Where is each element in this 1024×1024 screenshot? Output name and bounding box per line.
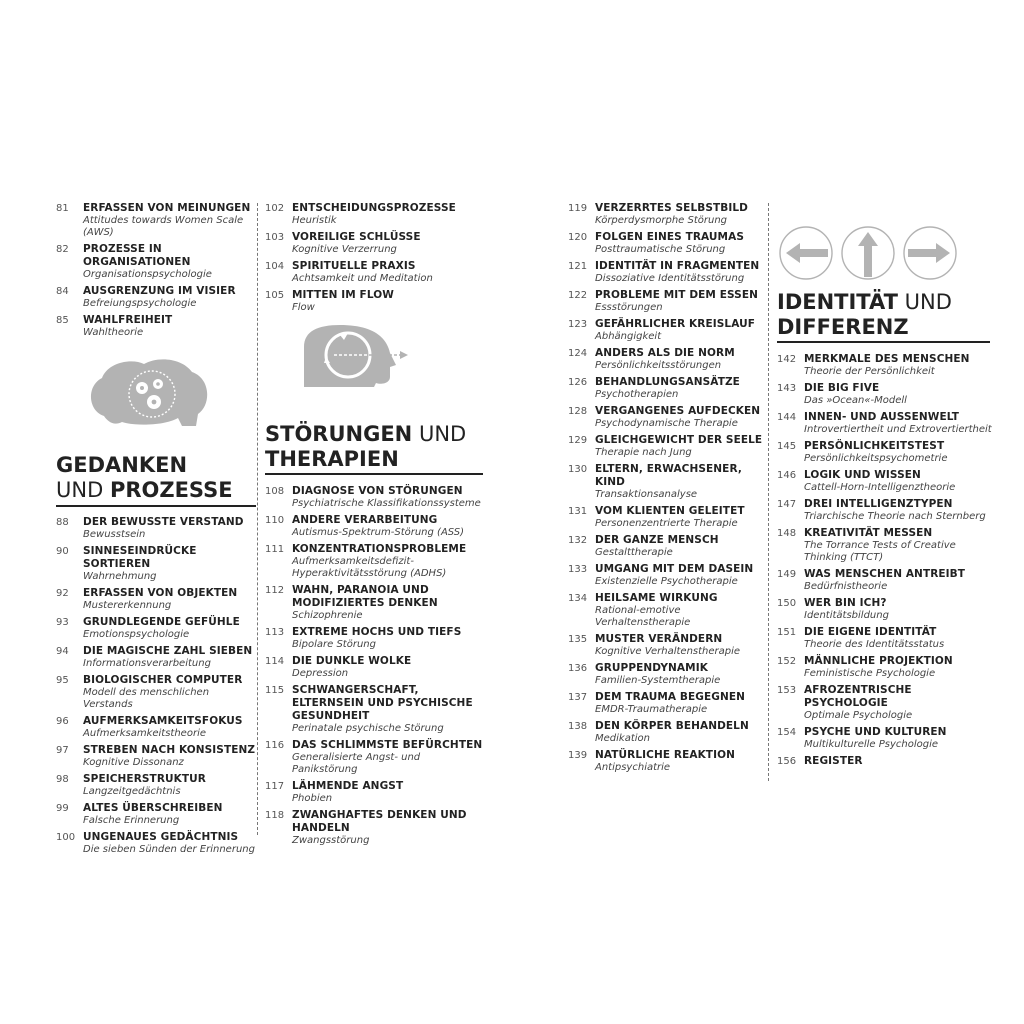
entry-subtitle: Modell des menschlichen Verstands [83,687,210,710]
toc-entry [56,773,256,798]
entry-subtitle: Feministische Psychologie [804,668,936,679]
entry-title: NATÜRLICHE REAKTION [595,749,735,761]
entry-title: PROBLEME MIT DEM ESSEN [595,289,759,301]
heading-word: GEDANKEN [56,453,188,477]
toc-entry [265,202,485,227]
page-number: 135 [568,634,588,645]
entry-title: ANDERE VERARBEITUNG [292,514,438,526]
entry-subtitle: Multikulturelle Psychologie [804,739,939,750]
entry-title: MUSTER VERÄNDERN [595,633,723,645]
entry-subtitle: Achtsamkeit und Meditation [292,273,433,284]
entry-title: PROZESSE IN ORGANISATIONEN [83,243,191,268]
entry-title: VERZERRTES SELBSTBILD [595,202,748,214]
entry-subtitle: The Torrance Tests of Creative Thinking (TTCT) [804,540,956,563]
toc-entry [777,626,992,651]
toc-entry [777,684,992,722]
page-number: 115 [265,685,285,696]
toc-entry [265,780,485,805]
toc-entry [568,260,768,285]
toc-entry [56,645,256,670]
section-heading-identitaet [777,290,992,340]
entry-subtitle: Mustererkennung [83,600,172,611]
entry-title: DREI INTELLIGENZTYPEN [804,498,953,510]
entry-title: SPEICHERSTRUKTUR [83,773,206,785]
section-heading-stoerungen [265,422,485,472]
entry-subtitle: Depression [292,668,349,679]
toc-entry [777,440,992,465]
entry-subtitle: Das »Ocean«-Modell [804,395,907,406]
page-number: 138 [568,721,588,732]
toc-entry [265,809,485,847]
entry-subtitle: Rational-emotive Verhaltenstherapie [595,605,691,628]
toc-entry [777,498,992,523]
page-number: 102 [265,203,285,214]
page-number: 131 [568,506,588,517]
toc-entry [568,231,768,256]
entry-subtitle: Phobien [292,793,333,804]
entry-subtitle: Triarchische Theorie nach Sternberg [804,511,986,522]
entry-title: HEILSAME WIRKUNG [595,592,718,604]
toc-entry [568,376,768,401]
page-number: 136 [568,663,588,674]
section-rule [265,473,483,475]
toc-entry [56,831,256,856]
toc-column-3 [568,202,768,778]
entry-subtitle: Attitudes towards Women Scale (AWS) [83,215,244,238]
entry-title: GLEICHGEWICHT DER SEELE [595,434,763,446]
toc-entry [265,684,485,735]
page-number: 121 [568,261,588,272]
page-number: 111 [265,544,285,555]
head-cycle-icon [300,325,410,387]
entry-title: DIAGNOSE VON STÖRUNGEN [292,485,463,497]
entry-subtitle: Falsche Erinnerung [83,815,180,826]
entry-subtitle: Zwangsstörung [292,835,370,846]
toc-entry [56,744,256,769]
page-number: 119 [568,203,588,214]
entry-title: ZWANGHAFTES DENKEN UND HANDELN [292,809,467,834]
column-divider [257,203,258,835]
toc-entry [777,655,992,680]
toc-entry [265,289,485,314]
entry-title: FOLGEN EINES TRAUMAS [595,231,744,243]
entry-subtitle: Dissoziative Identitätsstörung [595,273,745,284]
page-number: 130 [568,464,588,475]
entry-title: SPIRITUELLE PRAXIS [292,260,416,272]
toc-entry [777,726,992,751]
entry-title: DAS SCHLIMMSTE BEFÜRCHTEN [292,739,483,751]
entry-subtitle: Langzeitgedächtnis [83,786,181,797]
page-number: 103 [265,232,285,243]
entry-subtitle: Informationsverarbeitung [83,658,211,669]
heading-word: UND [56,478,104,502]
entry-title: ALTES ÜBERSCHREIBEN [83,802,223,814]
entry-subtitle: Gestalttherapie [595,547,673,558]
entry-title: AFROZENTRISCHE PSYCHOLOGIE [804,684,912,709]
heading-word: PROZESSE [109,478,233,502]
toc-column-2-bottom [265,485,485,851]
toc-entry [265,231,485,256]
entry-subtitle: Cattell-Horn-Intelligenztheorie [804,482,956,493]
entry-subtitle: Theorie des Identitätsstatus [804,639,945,650]
entry-title: MITTEN IM FLOW [292,289,394,301]
page-number: 133 [568,564,588,575]
page-number: 99 [56,803,69,814]
toc-entry [56,616,256,641]
entry-title: MERKMALE DES MENSCHEN [804,353,970,365]
toc-entry [265,655,485,680]
entry-subtitle: Theorie der Persönlichkeit [804,366,935,377]
entry-subtitle: Perinatale psychische Störung [292,723,444,734]
entry-subtitle: Psychotherapien [595,389,679,400]
entry-title: EXTREME HOCHS UND TIEFS [292,626,462,638]
heading-word: DIFFERENZ [777,315,909,339]
page-number: 97 [56,745,69,756]
page-number: 113 [265,627,285,638]
entry-subtitle: Heuristik [292,215,337,226]
entry-title: IDENTITÄT IN FRAGMENTEN [595,260,760,272]
toc-entry [568,289,768,314]
toc-entry [265,485,485,510]
entry-subtitle: Persönlichkeitspsychometrie [804,453,948,464]
toc-entry [777,597,992,622]
toc-entry [265,543,485,580]
entry-subtitle: Flow [292,302,315,313]
page-number: 122 [568,290,588,301]
entry-title: LÄHMENDE ANGST [292,780,404,792]
entry-title: WAHLFREIHEIT [83,314,173,326]
page-number: 104 [265,261,285,272]
brain-gears-icon [84,356,214,440]
toc-column-1-top [56,202,252,343]
entry-subtitle: Generalisierte Angst- und Panikstörung [292,752,421,775]
entry-title: DEN KÖRPER BEHANDELN [595,720,749,732]
toc-entry [777,411,992,436]
entry-title: ENTSCHEIDUNGSPROZESSE [292,202,456,214]
entry-title: DIE BIG FIVE [804,382,880,394]
entry-title: DER BEWUSSTE VERSTAND [83,516,244,528]
entry-title: WER BIN ICH? [804,597,887,609]
page-number: 93 [56,617,69,628]
toc-entry [568,592,768,629]
page-number: 81 [56,203,69,214]
toc-entry [568,318,768,343]
entry-subtitle: Psychiatrische Klassifikationssysteme [292,498,481,509]
entry-title: AUFMERKSAMKEITSFOKUS [83,715,243,727]
heading-word: THERAPIEN [265,447,399,471]
page-number: 156 [777,756,797,767]
page-number: 123 [568,319,588,330]
toc-entry [777,527,992,564]
page-number: 144 [777,412,797,423]
page-number: 150 [777,598,797,609]
page-number: 146 [777,470,797,481]
toc-entry [777,353,992,378]
entry-title: GRUPPENDYNAMIK [595,662,708,674]
page-number: 148 [777,528,797,539]
entry-subtitle: Bipolare Störung [292,639,376,650]
toc-entry [568,405,768,430]
toc-entry [56,314,252,339]
page-number: 96 [56,716,69,727]
entry-subtitle: Aufmerksamkeitsdefizit-Hyperaktivitätsstörung (ADHS) [292,556,447,579]
entry-title: DER GANZE MENSCH [595,534,719,546]
entry-subtitle: Introvertiertheit und Extrovertiertheit [804,424,992,435]
entry-title: ELTERN, ERWACHSENER, KIND [595,463,742,488]
entry-subtitle: Posttraumatische Störung [595,244,726,255]
page-number: 137 [568,692,588,703]
toc-entry [777,382,992,407]
page-number: 153 [777,685,797,696]
page-number: 98 [56,774,69,785]
toc-entry [568,347,768,372]
page-number: 120 [568,232,588,243]
page-number: 85 [56,315,69,326]
heading-word: UND [904,290,952,314]
entry-subtitle: Aufmerksamkeitstheorie [83,728,206,739]
entry-subtitle: Wahltheorie [83,327,144,338]
toc-entry [56,545,256,583]
page-number: 128 [568,406,588,417]
entry-title: ERFASSEN VON OBJEKTEN [83,587,238,599]
toc-entry [56,516,256,541]
entry-title: UNGENAUES GEDÄCHTNIS [83,831,239,843]
entry-subtitle: Essstörungen [595,302,663,313]
page-number: 100 [56,832,76,843]
toc-entry [568,505,768,530]
page-number: 110 [265,515,285,526]
toc-entry [568,563,768,588]
entry-title: WAS MENSCHEN ANTREIBT [804,568,966,580]
page-number: 95 [56,675,69,686]
toc-entry [56,587,256,612]
entry-subtitle: Körperdysmorphe Störung [595,215,728,226]
entry-subtitle: Wahrnehmung [83,571,157,582]
entry-title: INNEN- UND AUSSENWELT [804,411,960,423]
entry-subtitle: Bedürfnistheorie [804,581,888,592]
entry-title: GRUNDLEGENDE GEFÜHLE [83,616,240,628]
entry-subtitle: Existenzielle Psychotherapie [595,576,738,587]
toc-entry [265,514,485,539]
toc-entry [568,633,768,658]
entry-subtitle: Schizophrenie [292,610,363,621]
page-number: 129 [568,435,588,446]
page-number: 94 [56,646,69,657]
page-number: 139 [568,750,588,761]
entry-title: DEM TRAUMA BEGEGNEN [595,691,746,703]
entry-subtitle: EMDR-Traumatherapie [595,704,708,715]
column-divider [768,203,769,781]
entry-subtitle: Personenzentrierte Therapie [595,518,738,529]
page-number: 145 [777,441,797,452]
entry-subtitle: Autismus-Spektrum-Störung (ASS) [292,527,465,538]
page-number: 108 [265,486,285,497]
page-number: 132 [568,535,588,546]
entry-subtitle: Persönlichkeitsstörungen [595,360,722,371]
page-number: 147 [777,499,797,510]
entry-title: STREBEN NACH KONSISTENZ [83,744,256,756]
page-number: 154 [777,727,797,738]
entry-subtitle: Antipsychiatrie [595,762,671,773]
entry-title: ANDERS ALS DIE NORM [595,347,735,359]
three-arrows-icon [778,225,958,281]
toc-entry [777,568,992,593]
toc-entry [56,674,256,711]
entry-title: LOGIK UND WISSEN [804,469,921,481]
page-number: 142 [777,354,797,365]
toc-entry [568,202,768,227]
page-number: 114 [265,656,285,667]
toc-entry [777,755,992,768]
entry-title: MÄNNLICHE PROJEKTION [804,655,953,667]
heading-word: UND [418,422,467,446]
entry-subtitle: Identitätsbildung [804,610,889,621]
toc-column-2-top [265,202,485,318]
section-rule [56,505,256,507]
page-number: 143 [777,383,797,394]
page-number: 84 [56,286,69,297]
toc-column-1-bottom [56,516,256,860]
entry-title: KREATIVITÄT MESSEN [804,527,933,539]
entry-subtitle: Medikation [595,733,650,744]
page-number: 88 [56,517,69,528]
entry-title: SCHWANGERSCHAFT, ELTERNSEIN UND PSYCHISCHE GESUNDHEIT [292,684,473,722]
toc-entry [265,626,485,651]
entry-title: DIE EIGENE IDENTITÄT [804,626,937,638]
page-number: 117 [265,781,285,792]
page-number: 90 [56,546,69,557]
toc-entry [568,463,768,501]
toc-entry [56,202,252,239]
entry-title: BIOLOGISCHER COMPUTER [83,674,243,686]
entry-title: WAHN, PARANOIA UND MODIFIZIERTES DENKEN [292,584,438,609]
entry-title: PERSÖNLICHKEITSTEST [804,440,945,452]
toc-entry [568,691,768,716]
entry-title: VOREILIGE SCHLÜSSE [292,231,421,243]
page-number: 134 [568,593,588,604]
toc-entry [568,749,768,774]
section-rule [777,341,990,343]
entry-subtitle: Die sieben Sünden der Erinnerung [83,844,255,855]
toc-entry [56,802,256,827]
entry-subtitle: Organisationspsychologie [83,269,212,280]
page-number: 92 [56,588,69,599]
toc-entry [265,260,485,285]
toc-entry [568,434,768,459]
page-number: 126 [568,377,588,388]
entry-subtitle: Kognitive Verhaltenstherapie [595,646,741,657]
page-number: 149 [777,569,797,580]
entry-title: KONZENTRATIONSPROBLEME [292,543,467,555]
page-number: 116 [265,740,285,751]
entry-subtitle: Therapie nach Jung [595,447,692,458]
entry-title: BEHANDLUNGSANSÄTZE [595,376,740,388]
entry-title: VOM KLIENTEN GELEITET [595,505,745,517]
entry-subtitle: Kognitive Verzerrung [292,244,397,255]
entry-subtitle: Psychodynamische Therapie [595,418,738,429]
heading-word: STÖRUNGEN [265,422,413,446]
entry-title: PSYCHE UND KULTUREN [804,726,947,738]
entry-title: VERGANGENES AUFDECKEN [595,405,761,417]
entry-subtitle: Abhängigkeit [595,331,662,342]
page-number: 152 [777,656,797,667]
toc-entry [56,715,256,740]
entry-title: DIE MAGISCHE ZAHL SIEBEN [83,645,253,657]
entry-subtitle: Optimale Psychologie [804,710,913,721]
toc-column-4 [777,353,992,772]
toc-entry [568,534,768,559]
toc-entry [777,469,992,494]
entry-title: ERFASSEN VON MEINUNGEN [83,202,251,214]
page-number: 105 [265,290,285,301]
entry-subtitle: Transaktionsanalyse [595,489,698,500]
toc-entry [568,720,768,745]
page-number: 118 [265,810,285,821]
entry-subtitle: Familien-Systemtherapie [595,675,721,686]
entry-subtitle: Bewusstsein [83,529,146,540]
entry-title: AUSGRENZUNG IM VISIER [83,285,236,297]
section-heading-gedanken [56,453,246,503]
toc-entry [56,243,252,281]
entry-title: REGISTER [804,755,863,767]
entry-title: DIE DUNKLE WOLKE [292,655,412,667]
page-number: 82 [56,244,69,255]
page-number: 124 [568,348,588,359]
toc-entry [265,584,485,622]
page-number: 112 [265,585,285,596]
toc-entry [56,285,252,310]
entry-subtitle: Kognitive Dissonanz [83,757,184,768]
toc-entry [568,662,768,687]
entry-subtitle: Emotionspsychologie [83,629,190,640]
page-number: 151 [777,627,797,638]
entry-title: SINNESEINDRÜCKE SORTIEREN [83,545,197,570]
entry-title: UMGANG MIT DEM DASEIN [595,563,754,575]
entry-subtitle: Befreiungspsychologie [83,298,197,309]
entry-title: GEFÄHRLICHER KREISLAUF [595,318,756,330]
heading-word: IDENTITÄT [777,290,898,314]
toc-entry [265,739,485,776]
